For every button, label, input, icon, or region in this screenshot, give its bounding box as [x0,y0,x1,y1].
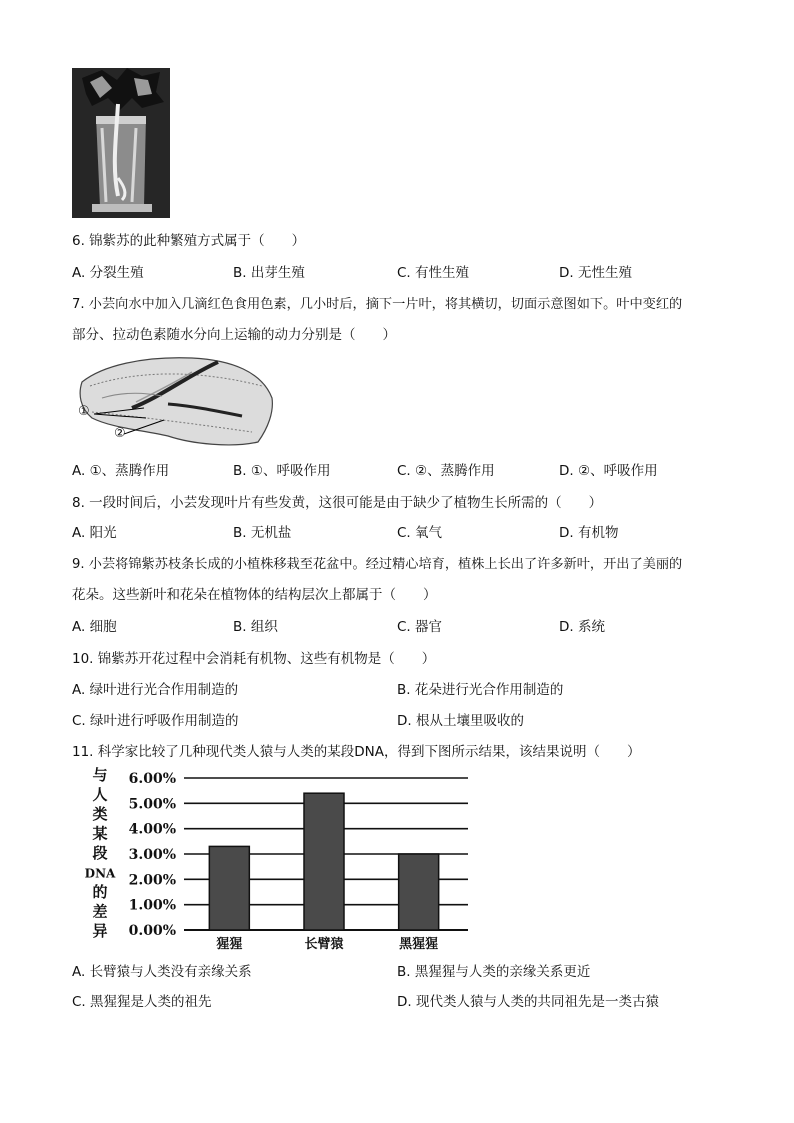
y-axis-label-char: 人 [92,785,108,804]
q10-option-b[interactable]: B. 花朵进行光合作用制造的 [397,682,564,698]
q6-option-b[interactable]: B. 出芽生殖 [233,265,305,281]
q7-option-d[interactable]: D. ②、呼吸作用 [559,463,658,479]
leaf-cross-section-diagram [72,352,282,452]
q9-option-d[interactable]: D. 系统 [559,619,605,635]
y-axis-label-char: 差 [92,902,108,921]
q10-option-c[interactable]: C. 绿叶进行呼吸作用制造的 [72,713,239,729]
q8-option-a[interactable]: A. 阳光 [72,525,117,541]
q11-option-c[interactable]: C. 黑猩猩是人类的祖先 [72,994,212,1010]
y-axis-label-char: 某 [92,824,108,843]
label-2: ② [114,426,126,441]
chart-svg [84,766,474,954]
q10-option-d[interactable]: D. 根从土壤里吸收的 [397,713,524,729]
q9-option-c[interactable]: C. 器官 [397,619,443,635]
y-tick-label: 3.00% [128,847,176,863]
y-tick-label: 2.00% [128,872,176,889]
x-category-label: 长臂猿 [304,937,344,952]
q10-option-a[interactable]: A. 绿叶进行光合作用制造的 [72,682,239,698]
question-11-stem: 11. 科学家比较了几种现代类人猿与人类的某段DNA，得到下图所示结果，该结果说明（ ） [72,744,641,760]
q11-option-d[interactable]: D. 现代类人猿与人类的共同祖先是一类古猿 [397,994,659,1010]
q11-option-a[interactable]: A. 长臂猿与人类没有亲缘关系 [72,964,252,980]
y-axis-label-char: 与 [92,766,108,784]
y-tick-label: 6.00% [128,771,176,787]
question-9-stem-line2: 花朵。这些新叶和花朵在植物体的结构层次上都属于（ ） [72,587,437,603]
x-category-label: 猩猩 [216,937,243,952]
q11-option-b[interactable]: B. 黑猩猩与人类的亲缘关系更近 [397,964,591,980]
question-9-stem-line1: 9. 小芸将锦紫苏枝条长成的小植株移栽至花盆中。经过精心培育，植株上长出了许多新叶，开出了美丽的 [72,557,683,572]
y-axis-label-char: 的 [92,883,108,901]
q7-option-b[interactable]: B. ①、呼吸作用 [233,463,331,479]
label-1: ① [78,404,90,419]
question-10-stem: 10. 锦紫苏开花过程中会消耗有机物、这些有机物是（ ） [72,651,436,667]
q6-option-a[interactable]: A. 分裂生殖 [72,265,144,281]
y-tick-label: 1.00% [128,897,176,914]
y-axis-label-char: 类 [92,805,108,823]
y-tick-label: 0.00% [128,923,176,939]
y-axis-label-char: 异 [92,922,108,940]
bar [399,854,439,930]
q8-option-b[interactable]: B. 无机盐 [233,525,292,541]
q8-option-d[interactable]: D. 有机物 [559,525,619,541]
question-7-stem-line1: 7. 小芸向水中加入几滴红色食用色素，几小时后，摘下一片叶，将其横切，切面示意图如下。叶中变红的 [72,297,683,312]
q9-option-b[interactable]: B. 组织 [233,619,278,635]
question-7-stem-line2: 部分、拉动色素随水分向上运输的动力分别是（ ） [72,327,396,343]
bar [209,846,249,930]
question-6-stem: 6. 锦紫苏的此种繁殖方式属于（ ） [72,233,306,249]
y-tick-label: 4.00% [128,821,176,838]
q6-option-c[interactable]: C. 有性生殖 [397,265,470,281]
q6-option-d[interactable]: D. 无性生殖 [559,265,632,281]
bar [304,793,344,930]
q7-option-a[interactable]: A. ①、蒸腾作用 [72,463,170,479]
question-8-stem: 8. 一段时间后，小芸发现叶片有些发黄，这很可能是由于缺少了植物生长所需的（ ） [72,495,603,511]
q8-option-c[interactable]: C. 氧气 [397,525,443,541]
q7-option-c[interactable]: C. ②、蒸腾作用 [397,463,495,479]
x-category-label: 黑猩猩 [399,937,439,952]
plant-cutting-photo [72,68,170,218]
y-axis-label-char: 段 [92,844,108,862]
dna-difference-bar-chart [84,766,474,954]
q9-option-a[interactable]: A. 细胞 [72,619,117,635]
y-axis-label-char: DNA [84,866,116,881]
y-tick-label: 5.00% [128,796,176,813]
